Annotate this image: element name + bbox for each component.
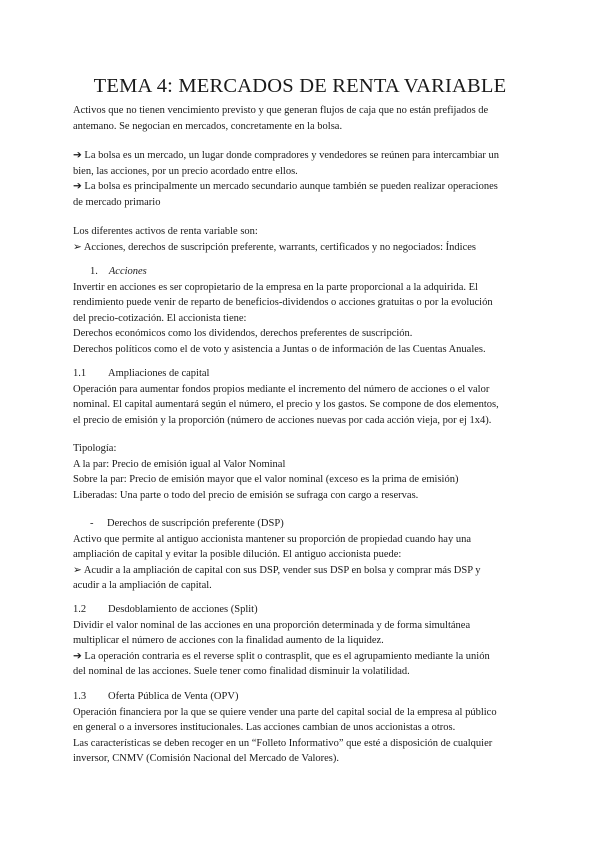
section-opv	[73, 689, 531, 767]
text-line: A la par: Precio de emisión igual al Valor Nominal	[73, 458, 286, 470]
text-line: ➢ Acciones, derechos de suscripción preferente, warrants, certificados y no negociados: Índices	[73, 241, 476, 253]
section-title: Acciones	[108, 266, 147, 277]
section-heading	[73, 689, 531, 705]
section-title: Ampliaciones de capital	[108, 368, 210, 379]
section-title: Oferta Pública de Venta (OPV)	[108, 691, 239, 702]
text-line: del precio-cotización. El accionista tiene:	[73, 312, 247, 324]
text-line: inversor, CNMV (Comisión Nacional del Mercado de Valores).	[73, 753, 340, 765]
bolsa-notes	[73, 148, 531, 210]
text-line: acudir a la ampliación de capital.	[73, 580, 212, 592]
page-title: TEMA 4: MERCADOS DE RENTA VARIABLE	[93, 75, 507, 97]
text-line: Invertir en acciones es ser copropietario de la empresa en la parte proporcional a la adquirida. El	[73, 281, 478, 293]
section-ampliaciones	[73, 366, 531, 428]
section-split	[73, 602, 531, 680]
section-number: 1.2	[73, 604, 87, 615]
text-line: Tipología:	[73, 443, 117, 454]
section-number: 1.1	[73, 368, 87, 379]
text-line: Activo que permite al antiguo accionista mantener su proporción de propiedad cuando hay una	[73, 533, 471, 545]
section-heading	[73, 516, 531, 532]
text-line: en general o a inversores institucionales. Las acciones cambian de unos accionistas a otros.	[73, 722, 456, 734]
text-line: Sobre la par: Precio de emisión mayor que el valor nominal (exceso es la prima de emisión)	[73, 474, 459, 486]
text-line: ➔ La operación contraria es el reverse split o contrasplit, que es el agrupamiento mediante la unión	[73, 650, 490, 662]
text-line: ➢ Acudir a la ampliación de capital con sus DSP, vender sus DSP en bolsa y comprar más DSP y	[73, 564, 481, 576]
text-line: ➔ La bolsa es un mercado, un lugar donde compradores y vendedores se reúnen para intercambiar un	[73, 150, 500, 161]
activos-list	[73, 224, 531, 255]
text-line: de mercado primario	[73, 196, 161, 208]
text-line: ampliación de capital y evitar la posible dilución. El antiguo accionista puede:	[73, 549, 402, 561]
section-number: 1.3	[73, 691, 87, 702]
text-line: Liberadas: Una parte o todo del precio de emisión se sufraga con cargo a reservas.	[73, 489, 419, 501]
text-line: Derechos políticos como el de voto y asistencia a Juntas o de información de las Cuentas Anuales.	[73, 343, 486, 355]
text-line: el precio de emisión y la proporción (número de acciones nuevas por cada acción vieja, por ej 1x4).	[73, 414, 492, 426]
bullet: -	[90, 518, 94, 529]
text-line: Los diferentes activos de renta variable son:	[73, 226, 258, 237]
text-line: bien, las acciones, por un precio acordado entre ellos.	[73, 165, 298, 177]
text-line: Activos que no tienen vencimiento previsto y que generan flujos de caja que no están prefijados de	[73, 105, 489, 116]
section-title: Desdoblamiento de acciones (Split)	[108, 604, 258, 615]
section-heading	[73, 366, 531, 382]
section-number: 1.	[90, 266, 98, 277]
text-line: del nominal de las acciones. Suele tener como finalidad disminuir la volatilidad.	[73, 666, 410, 678]
text-line: nominal. El capital aumentará según el número, el precio y los gastos. Se compone de dos elementos,	[73, 399, 499, 411]
section-acciones	[73, 264, 531, 358]
intro-paragraph	[73, 103, 531, 134]
text-line: Las características se deben recoger en un “Folleto Informativo” que esté a disposición de cualquier	[73, 737, 493, 749]
tipologia-list	[73, 441, 531, 503]
text-line: antemano. Se negocian en mercados, concretamente en la bolsa.	[73, 120, 343, 132]
text-line: Derechos económicos como los dividendos, derechos preferentes de suscripción.	[73, 328, 413, 340]
text-line: Operación para aumentar fondos propios mediante el incremento del número de acciones o el valor	[73, 383, 490, 395]
text-line: Dividir el valor nominal de las acciones en una proporción determinada y de forma simultánea	[73, 619, 471, 631]
text-line: rendimiento puede venir de reparto de beneficios-dividendos o acciones gratuitas o por la evolución	[73, 297, 493, 309]
text-line: ➔ La bolsa es principalmente un mercado secundario aunque también se pueden realizar operaciones	[73, 181, 498, 193]
section-title: Derechos de suscripción preferente (DSP)	[107, 518, 284, 529]
section-heading	[73, 264, 531, 280]
section-heading	[73, 602, 531, 618]
text-line: multiplicar el número de acciones con la finalidad aumento de la liquidez.	[73, 635, 384, 647]
text-line: Operación financiera por la que se quiere vender una parte del capital social de la empresa al público	[73, 706, 497, 718]
section-dsp	[73, 516, 531, 594]
